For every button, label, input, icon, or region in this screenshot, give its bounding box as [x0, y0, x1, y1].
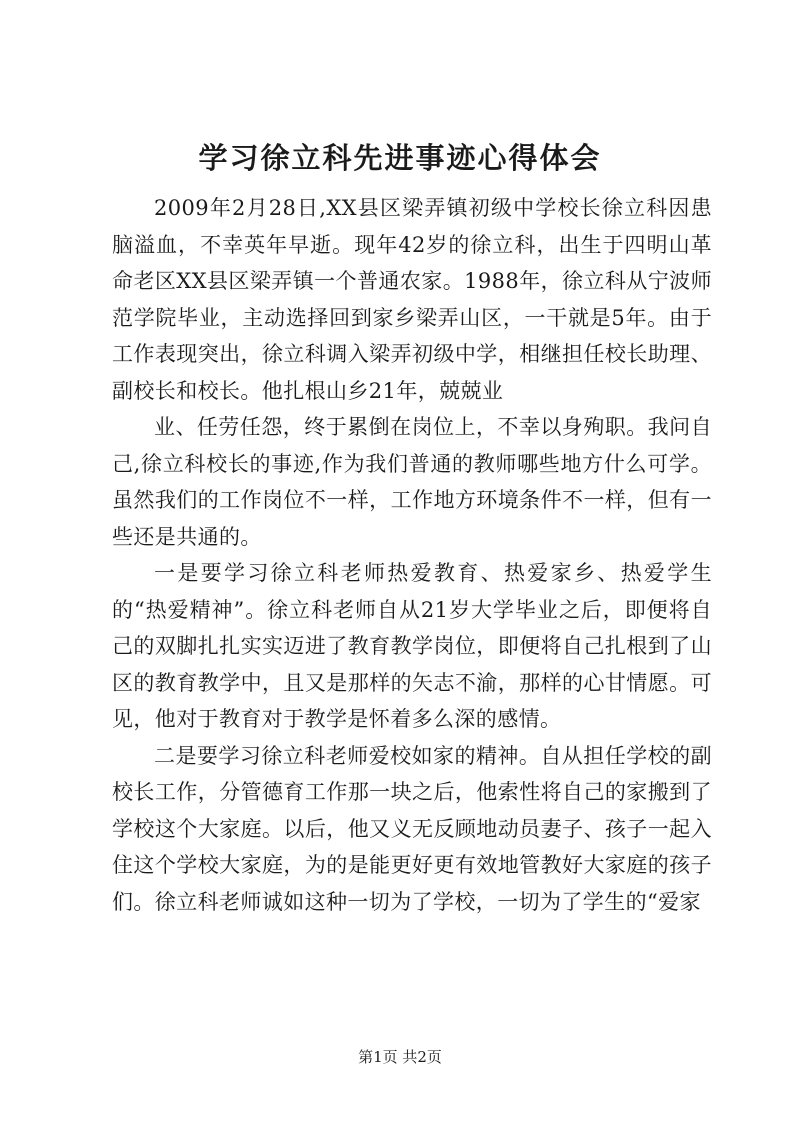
- paragraph-2: 业、任劳任怨，终于累倒在岗位上，不幸以身殉职。我问自己,徐立科校长的事迹,作为我们普通的教师哪些地方什么可学。虽然我们的工作岗位不一样，工作地方环境条件不一样，但有一些还是共通的。: [112, 415, 712, 549]
- paragraph-1: 2009年2月28日,XX县区梁弄镇初级中学校长徐立科因患脑溢血，不幸英年早逝。现年42岁的徐立科，出生于四明山革命老区XX县区梁弄镇一个普通农家。1988年，徐立科从宁波师范学院毕业，主动选择回到家乡梁弄山区，一干就是5年。由于工作表现突出，徐立科调入梁弄初级中学，相继担任校长助理、副校长和校长。他扎根山乡21年，兢兢业: [112, 196, 712, 403]
- page-number-footer: 第1页 共2页: [358, 1048, 442, 1066]
- paragraph-3: 一是要学习徐立科老师热爱教育、热爱家乡、热爱学生的“热爱精神”。徐立科老师自从21岁大学毕业之后，即便将自己的双脚扎扎实实迈进了教育教学岗位，即便将自己扎根到了山区的教育教学中，且又是那样的矢志不渝，那样的心甘情愿。可见，他对于教育对于教学是怀着多么深的感情。: [112, 561, 712, 731]
- paragraph-4: 二是要学习徐立科老师爱校如家的精神。自从担任学校的副校长工作，分管德育工作那一块之后，他索性将自己的家搬到了学校这个大家庭。以后，他又义无反顾地动员妻子、孩子一起入住这个学校大家庭，为的是能更好更有效地管教好大家庭的孩子们。徐立科老师诚如这种一切为了学校，一切为了学生的“爱家: [112, 743, 712, 914]
- document-title: 学习徐立科先进事迹心得体会: [198, 141, 602, 175]
- document-body: [112, 190, 712, 920]
